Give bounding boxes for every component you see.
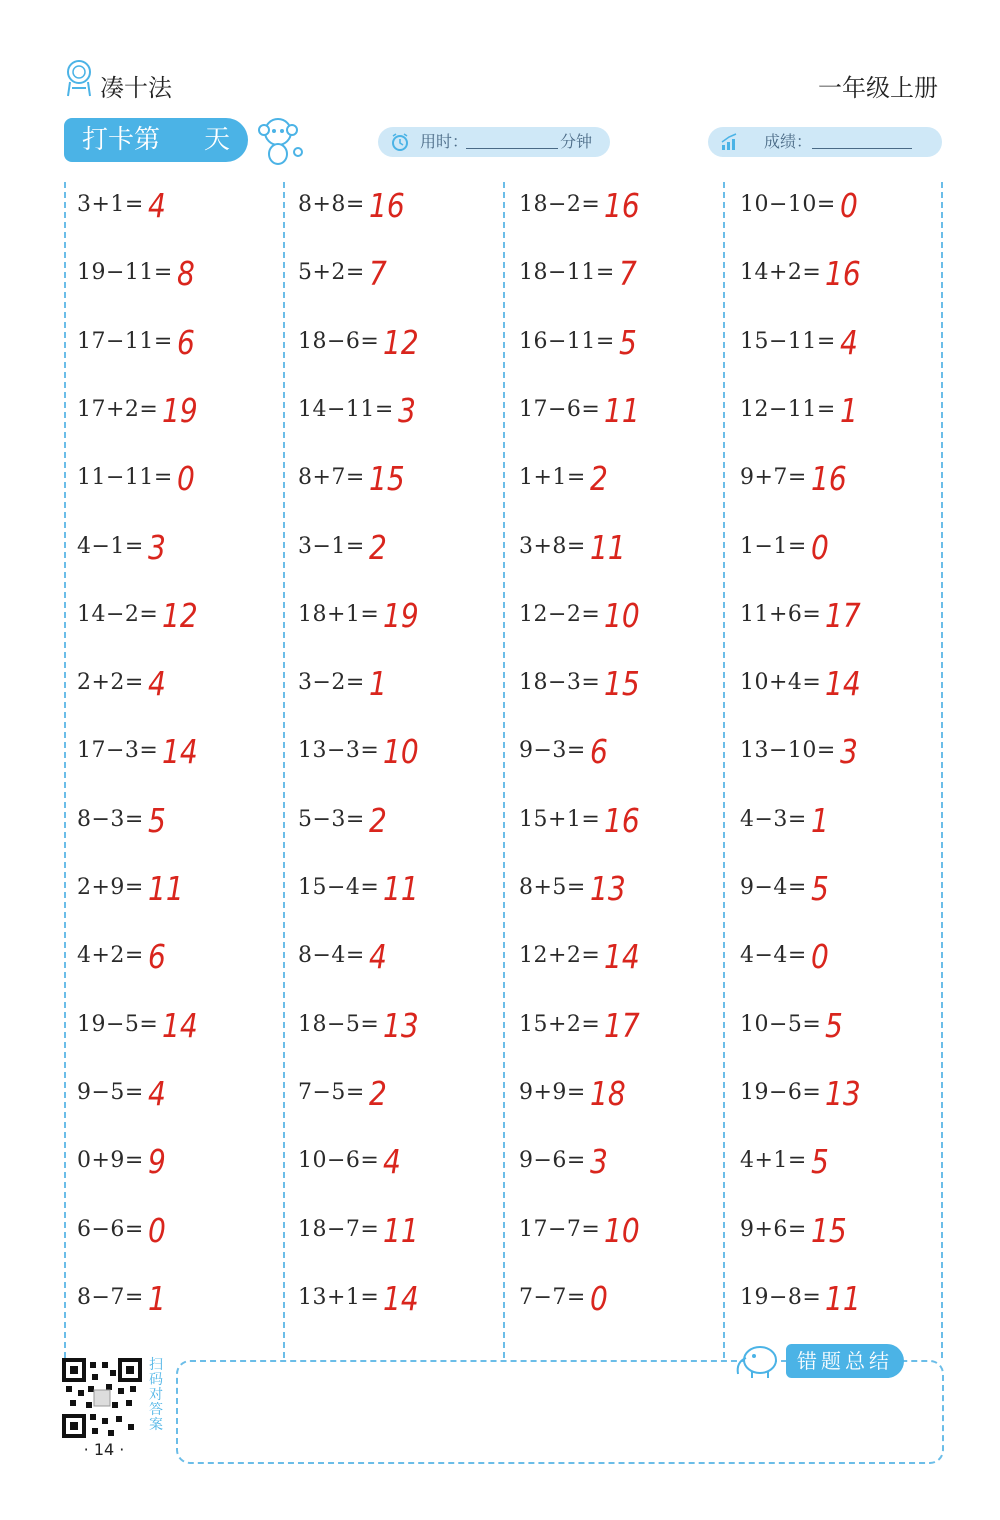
problem-expression: 11−11= <box>77 465 173 491</box>
problem-expression: 13−10= <box>740 738 836 764</box>
handwritten-answer: 9 <box>148 1142 166 1182</box>
problem-expression: 8+7= <box>298 465 365 491</box>
problem-expression: 8+8= <box>298 192 365 217</box>
problem-row <box>298 869 508 929</box>
problem-row <box>77 459 287 519</box>
problem-row <box>77 323 287 383</box>
problem-expression: 17−3= <box>77 738 159 764</box>
problem-expression: 7−7= <box>519 1284 586 1310</box>
handwritten-answer: 4 <box>383 1142 401 1182</box>
problem-expression: 18+1= <box>298 601 380 627</box>
handwritten-answer: 11 <box>383 869 419 908</box>
time-field[interactable] <box>378 127 610 157</box>
problem-row <box>77 528 287 588</box>
handwritten-answer: 19 <box>383 595 419 635</box>
problem-expression: 19−5= <box>77 1011 159 1037</box>
problem-expression: 14−2= <box>77 601 159 627</box>
alarm-clock-icon <box>390 132 410 152</box>
handwritten-answer: 0 <box>177 459 195 499</box>
problem-row <box>298 1279 508 1339</box>
problem-row <box>77 937 287 997</box>
handwritten-answer: 15 <box>604 664 640 704</box>
problem-row <box>77 801 287 861</box>
problem-row <box>298 1074 508 1134</box>
handwritten-answer: 13 <box>590 869 626 908</box>
problem-row <box>740 323 950 383</box>
problem-expression: 14−11= <box>298 396 394 422</box>
score-label: 成绩： <box>764 132 813 151</box>
problem-expression: 13+1= <box>298 1284 380 1310</box>
handwritten-answer: 2 <box>590 459 608 499</box>
problem-row <box>298 391 508 451</box>
handwritten-answer: 2 <box>369 800 387 840</box>
problem-expression: 9+6= <box>740 1216 807 1242</box>
handwritten-answer: 4 <box>840 322 858 362</box>
time-unit: 分钟 <box>560 132 593 151</box>
elephant-mascot-icon <box>730 1340 786 1380</box>
problem-expression: 12−2= <box>519 601 601 627</box>
problem-row <box>740 869 950 929</box>
handwritten-answer: 16 <box>825 254 861 294</box>
problem-row <box>298 1006 508 1066</box>
handwritten-answer: 14 <box>162 1005 198 1045</box>
handwritten-answer: 3 <box>398 390 416 430</box>
handwritten-answer: 4 <box>148 664 166 704</box>
problem-expression: 10−6= <box>298 1148 380 1174</box>
handwritten-answer: 5 <box>811 869 829 908</box>
problem-expression: 9+7= <box>740 465 807 491</box>
problem-row <box>519 732 729 792</box>
problem-row <box>519 937 729 997</box>
problem-expression: 18−7= <box>298 1216 380 1242</box>
handwritten-answer: 12 <box>162 595 198 635</box>
problem-row <box>740 937 950 997</box>
score-field[interactable] <box>708 127 942 157</box>
problem-row <box>519 801 729 861</box>
problem-expression: 0+9= <box>77 1148 144 1174</box>
handwritten-answer: 2 <box>369 1073 387 1113</box>
problem-row <box>519 459 729 519</box>
handwritten-answer: 5 <box>811 1142 829 1182</box>
problem-expression: 17−7= <box>519 1216 601 1242</box>
problem-row <box>740 459 950 519</box>
handwritten-answer: 0 <box>148 1210 166 1250</box>
grade-label: 一年级上册 <box>818 74 938 102</box>
column-divider <box>64 182 66 1358</box>
handwritten-answer: 7 <box>369 254 387 294</box>
handwritten-answer: 13 <box>825 1073 861 1113</box>
problem-row <box>298 596 508 656</box>
problem-row <box>77 596 287 656</box>
handwritten-answer: 14 <box>162 732 198 772</box>
handwritten-answer: 1 <box>811 800 829 840</box>
handwritten-answer: 1 <box>148 1278 166 1318</box>
handwritten-answer: 4 <box>369 937 387 977</box>
problem-expression: 10+4= <box>740 670 822 696</box>
problem-expression: 10−5= <box>740 1011 822 1037</box>
handwritten-answer: 16 <box>811 459 847 499</box>
problem-row <box>740 254 950 314</box>
problem-expression: 15−11= <box>740 328 836 354</box>
problem-expression: 8+5= <box>519 875 586 900</box>
problem-expression: 19−8= <box>740 1284 822 1310</box>
handwritten-answer: 0 <box>811 937 829 977</box>
handwritten-answer: 11 <box>604 390 640 430</box>
handwritten-answer: 6 <box>148 937 166 977</box>
problem-expression: 18−5= <box>298 1011 380 1037</box>
problem-expression: 1+1= <box>519 465 586 491</box>
problem-row <box>519 869 729 929</box>
problem-expression: 15−4= <box>298 875 380 900</box>
handwritten-answer: 14 <box>604 937 640 977</box>
handwritten-answer: 10 <box>604 1210 640 1250</box>
problem-row <box>298 1142 508 1202</box>
topic-title: 凑十法 <box>100 74 172 102</box>
handwritten-answer: 3 <box>148 527 166 567</box>
problem-row <box>77 1074 287 1134</box>
handwritten-answer: 12 <box>383 322 419 362</box>
problem-expression: 4+1= <box>740 1148 807 1174</box>
problem-row <box>740 664 950 724</box>
handwritten-answer: 16 <box>369 186 405 225</box>
problem-row <box>740 528 950 588</box>
problem-expression: 10−10= <box>740 192 836 217</box>
problem-expression: 15+2= <box>519 1011 601 1037</box>
handwritten-answer: 1 <box>840 390 858 430</box>
problem-row <box>740 1142 950 1202</box>
problem-row <box>740 391 950 451</box>
problem-row <box>77 732 287 792</box>
handwritten-answer: 5 <box>619 322 637 362</box>
checkin-prefix: 打卡第 <box>82 125 161 155</box>
problem-expression: 17+2= <box>77 396 159 422</box>
problem-expression: 9−3= <box>519 738 586 764</box>
handwritten-answer: 0 <box>590 1278 608 1318</box>
problem-row <box>519 664 729 724</box>
problem-row <box>519 1142 729 1202</box>
problem-row <box>298 528 508 588</box>
problem-row <box>519 1279 729 1339</box>
handwritten-answer: 13 <box>383 1005 419 1045</box>
handwritten-answer: 16 <box>604 800 640 840</box>
problem-row <box>519 323 729 383</box>
handwritten-answer: 1 <box>369 664 387 704</box>
problem-expression: 3+8= <box>519 533 586 559</box>
handwritten-answer: 11 <box>383 1210 419 1250</box>
problem-expression: 6−6= <box>77 1216 144 1242</box>
problem-expression: 4−4= <box>740 943 807 969</box>
problem-expression: 14+2= <box>740 260 822 286</box>
handwritten-answer: 6 <box>590 732 608 772</box>
handwritten-answer: 19 <box>162 390 198 430</box>
handwritten-answer: 17 <box>604 1005 640 1045</box>
problem-expression: 9+9= <box>519 1079 586 1105</box>
checkin-suffix: 天 <box>204 125 231 155</box>
checkin-banner <box>64 118 248 162</box>
problem-expression: 3+1= <box>77 192 144 217</box>
handwritten-answer: 7 <box>619 254 637 294</box>
problem-row <box>519 1211 729 1271</box>
problem-row <box>740 732 950 792</box>
handwritten-answer: 11 <box>148 869 184 908</box>
handwritten-answer: 3 <box>840 732 858 772</box>
problem-expression: 2+2= <box>77 670 144 696</box>
handwritten-answer: 6 <box>177 322 195 362</box>
problem-row <box>298 186 508 246</box>
monkey-mascot-icon <box>252 112 308 168</box>
qr-code[interactable] <box>62 1358 142 1438</box>
problem-row <box>298 664 508 724</box>
problem-row <box>298 323 508 383</box>
problem-row <box>77 391 287 451</box>
bar-chart-icon <box>720 132 740 152</box>
problem-expression: 4+2= <box>77 943 144 969</box>
problem-row <box>298 732 508 792</box>
problem-expression: 1−1= <box>740 533 807 559</box>
handwritten-answer: 10 <box>383 732 419 772</box>
problem-expression: 19−6= <box>740 1079 822 1105</box>
handwritten-answer: 2 <box>369 527 387 567</box>
handwritten-answer: 16 <box>604 186 640 225</box>
problem-row <box>77 254 287 314</box>
problem-row <box>519 1006 729 1066</box>
score-blank[interactable] <box>812 148 912 149</box>
problem-row <box>740 1211 950 1271</box>
problem-row <box>519 528 729 588</box>
problem-expression: 3−2= <box>298 670 365 696</box>
handwritten-answer: 5 <box>825 1005 843 1045</box>
page-number: · 14 · <box>83 1440 125 1459</box>
problem-expression: 7−5= <box>298 1079 365 1105</box>
problem-expression: 9−4= <box>740 875 807 900</box>
time-label: 用时： <box>420 132 469 151</box>
handwritten-answer: 4 <box>148 1073 166 1113</box>
handwritten-answer: 11 <box>825 1278 861 1318</box>
problem-expression: 12+2= <box>519 943 601 969</box>
problem-expression: 3−1= <box>298 533 365 559</box>
mistake-summary-label: 错题总结 <box>786 1344 904 1378</box>
problem-row <box>77 1006 287 1066</box>
problem-row <box>740 186 950 246</box>
handwritten-answer: 14 <box>383 1278 419 1318</box>
handwritten-answer: 15 <box>369 459 405 499</box>
problem-expression: 15+1= <box>519 806 601 832</box>
handwritten-answer: 5 <box>148 800 166 840</box>
problem-expression: 4−1= <box>77 533 144 559</box>
problem-row <box>519 1074 729 1134</box>
problem-expression: 18−3= <box>519 670 601 696</box>
problem-row <box>740 596 950 656</box>
problem-expression: 18−11= <box>519 260 615 286</box>
problem-expression: 17−11= <box>77 328 173 354</box>
problem-row <box>519 391 729 451</box>
problem-row <box>740 1074 950 1134</box>
problem-expression: 11+6= <box>740 601 822 627</box>
handwritten-answer: 0 <box>840 186 858 225</box>
handwritten-answer: 18 <box>590 1073 626 1113</box>
handwritten-answer: 11 <box>590 527 626 567</box>
problem-expression: 8−3= <box>77 806 144 832</box>
problem-row <box>298 1211 508 1271</box>
handwritten-answer: 4 <box>148 186 166 225</box>
problem-row <box>77 186 287 246</box>
problem-expression: 2+9= <box>77 875 144 900</box>
problem-expression: 19−11= <box>77 260 173 286</box>
problem-expression: 5−3= <box>298 806 365 832</box>
problem-row <box>77 664 287 724</box>
problem-row <box>519 186 729 246</box>
handwritten-answer: 10 <box>604 595 640 635</box>
problem-expression: 8−7= <box>77 1284 144 1310</box>
problem-row <box>77 869 287 929</box>
problem-row <box>740 1006 950 1066</box>
problem-row <box>298 937 508 997</box>
handwritten-answer: 15 <box>811 1210 847 1250</box>
handwritten-answer: 8 <box>177 254 195 294</box>
problem-row <box>298 254 508 314</box>
problem-expression: 4−3= <box>740 806 807 832</box>
problem-row <box>740 1279 950 1339</box>
problem-expression: 18−6= <box>298 328 380 354</box>
problem-row <box>298 459 508 519</box>
time-blank[interactable] <box>466 148 558 149</box>
problem-expression: 5+2= <box>298 260 365 286</box>
problem-expression: 9−5= <box>77 1079 144 1105</box>
problem-expression: 8−4= <box>298 943 365 969</box>
problem-expression: 17−6= <box>519 396 601 422</box>
handwritten-answer: 0 <box>811 527 829 567</box>
problem-expression: 9−6= <box>519 1148 586 1174</box>
handwritten-answer: 17 <box>825 595 861 635</box>
scan-for-answers-label: 扫码对答案 <box>149 1357 163 1433</box>
problem-expression: 13−3= <box>298 738 380 764</box>
handwritten-answer: 14 <box>825 664 861 704</box>
problem-row <box>77 1279 287 1339</box>
problem-row <box>77 1142 287 1202</box>
problem-row <box>740 801 950 861</box>
problem-row <box>519 596 729 656</box>
problem-expression: 18−2= <box>519 192 601 217</box>
problem-row <box>298 801 508 861</box>
handwritten-answer: 3 <box>590 1142 608 1182</box>
problem-expression: 16−11= <box>519 328 615 354</box>
problem-row <box>77 1211 287 1271</box>
problem-row <box>519 254 729 314</box>
problem-expression: 12−11= <box>740 396 836 422</box>
lion-mascot-icon <box>62 58 96 98</box>
